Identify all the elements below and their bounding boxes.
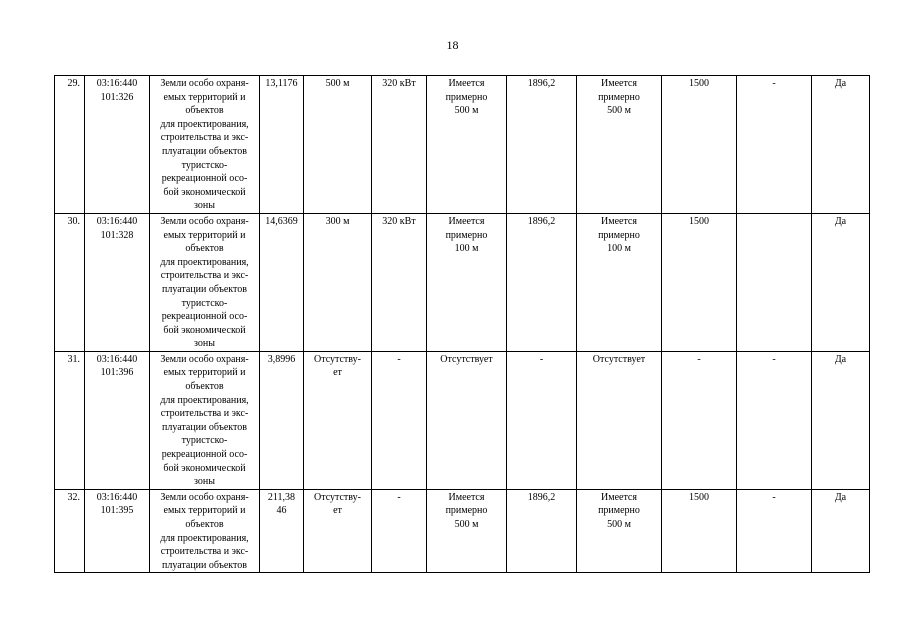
table-row (55, 351, 870, 489)
row-number: 32. (55, 489, 85, 573)
row-number: 30. (55, 213, 85, 351)
sewerage: Имеется примерно 500 м (577, 489, 662, 573)
road-distance: 300 м (304, 213, 372, 351)
land-category: Земли особо охраня- емых территорий и объектов для проектирования, строительства и экс- плуатации объектов туристско- рекреационной осо- бой экономической зоны (150, 213, 260, 351)
page-number: 18 (446, 38, 459, 52)
area-value: 14,6369 (260, 213, 304, 351)
road-distance: Отсутству- ет (304, 351, 372, 489)
power-capacity: 320 кВт (372, 76, 427, 214)
water-supply: Имеется примерно 500 м (427, 76, 507, 214)
cadastral-number: 03:16:440 101:328 (85, 213, 150, 351)
sewerage: Отсутствует (577, 351, 662, 489)
rent-value: - (662, 351, 737, 489)
cadastral-number: 03:16:440 101:396 (85, 351, 150, 489)
price-value: 1896,2 (507, 489, 577, 573)
sewerage: Имеется примерно 100 м (577, 213, 662, 351)
dash-value: - (737, 351, 812, 489)
price-value: 1896,2 (507, 76, 577, 214)
cadastral-number: 03:16:440 101:395 (85, 489, 150, 573)
row-number: 31. (55, 351, 85, 489)
water-supply: Имеется примерно 500 м (427, 489, 507, 573)
water-supply: Имеется примерно 100 м (427, 213, 507, 351)
table-row (55, 489, 870, 573)
availability: Да (812, 489, 870, 573)
power-capacity: 320 кВт (372, 213, 427, 351)
table-row (55, 213, 870, 351)
row-number: 29. (55, 76, 85, 214)
cadastral-number: 03:16:440 101:326 (85, 76, 150, 214)
availability: Да (812, 76, 870, 214)
rent-value: 1500 (662, 489, 737, 573)
road-distance: Отсутству- ет (304, 489, 372, 573)
power-capacity: - (372, 489, 427, 573)
rent-value: 1500 (662, 213, 737, 351)
area-value: 13,1176 (260, 76, 304, 214)
land-category: Земли особо охраня- емых территорий и объектов для проектирования, строительства и экс- плуатации объектов туристско- рекреационной осо- бой экономической зоны (150, 351, 260, 489)
availability: Да (812, 351, 870, 489)
land-category: Земли особо охраня- емых территорий и объектов для проектирования, строительства и экс- плуатации объектов туристско- рекреационной осо- бой экономической зоны (150, 76, 260, 214)
area-value: 3,8996 (260, 351, 304, 489)
road-distance: 500 м (304, 76, 372, 214)
availability: Да (812, 213, 870, 351)
table-row (55, 76, 870, 214)
dash-value (737, 213, 812, 351)
power-capacity: - (372, 351, 427, 489)
table-body (55, 76, 870, 573)
area-value: 211,38 46 (260, 489, 304, 573)
sewerage: Имеется примерно 500 м (577, 76, 662, 214)
dash-value: - (737, 76, 812, 214)
land-plots-table (54, 75, 870, 573)
price-value: - (507, 351, 577, 489)
water-supply: Отсутствует (427, 351, 507, 489)
land-category: Земли особо охраня- емых территорий и объектов для проектирования, строительства и экс- плуатации объектов (150, 489, 260, 573)
rent-value: 1500 (662, 76, 737, 214)
dash-value: - (737, 489, 812, 573)
price-value: 1896,2 (507, 213, 577, 351)
